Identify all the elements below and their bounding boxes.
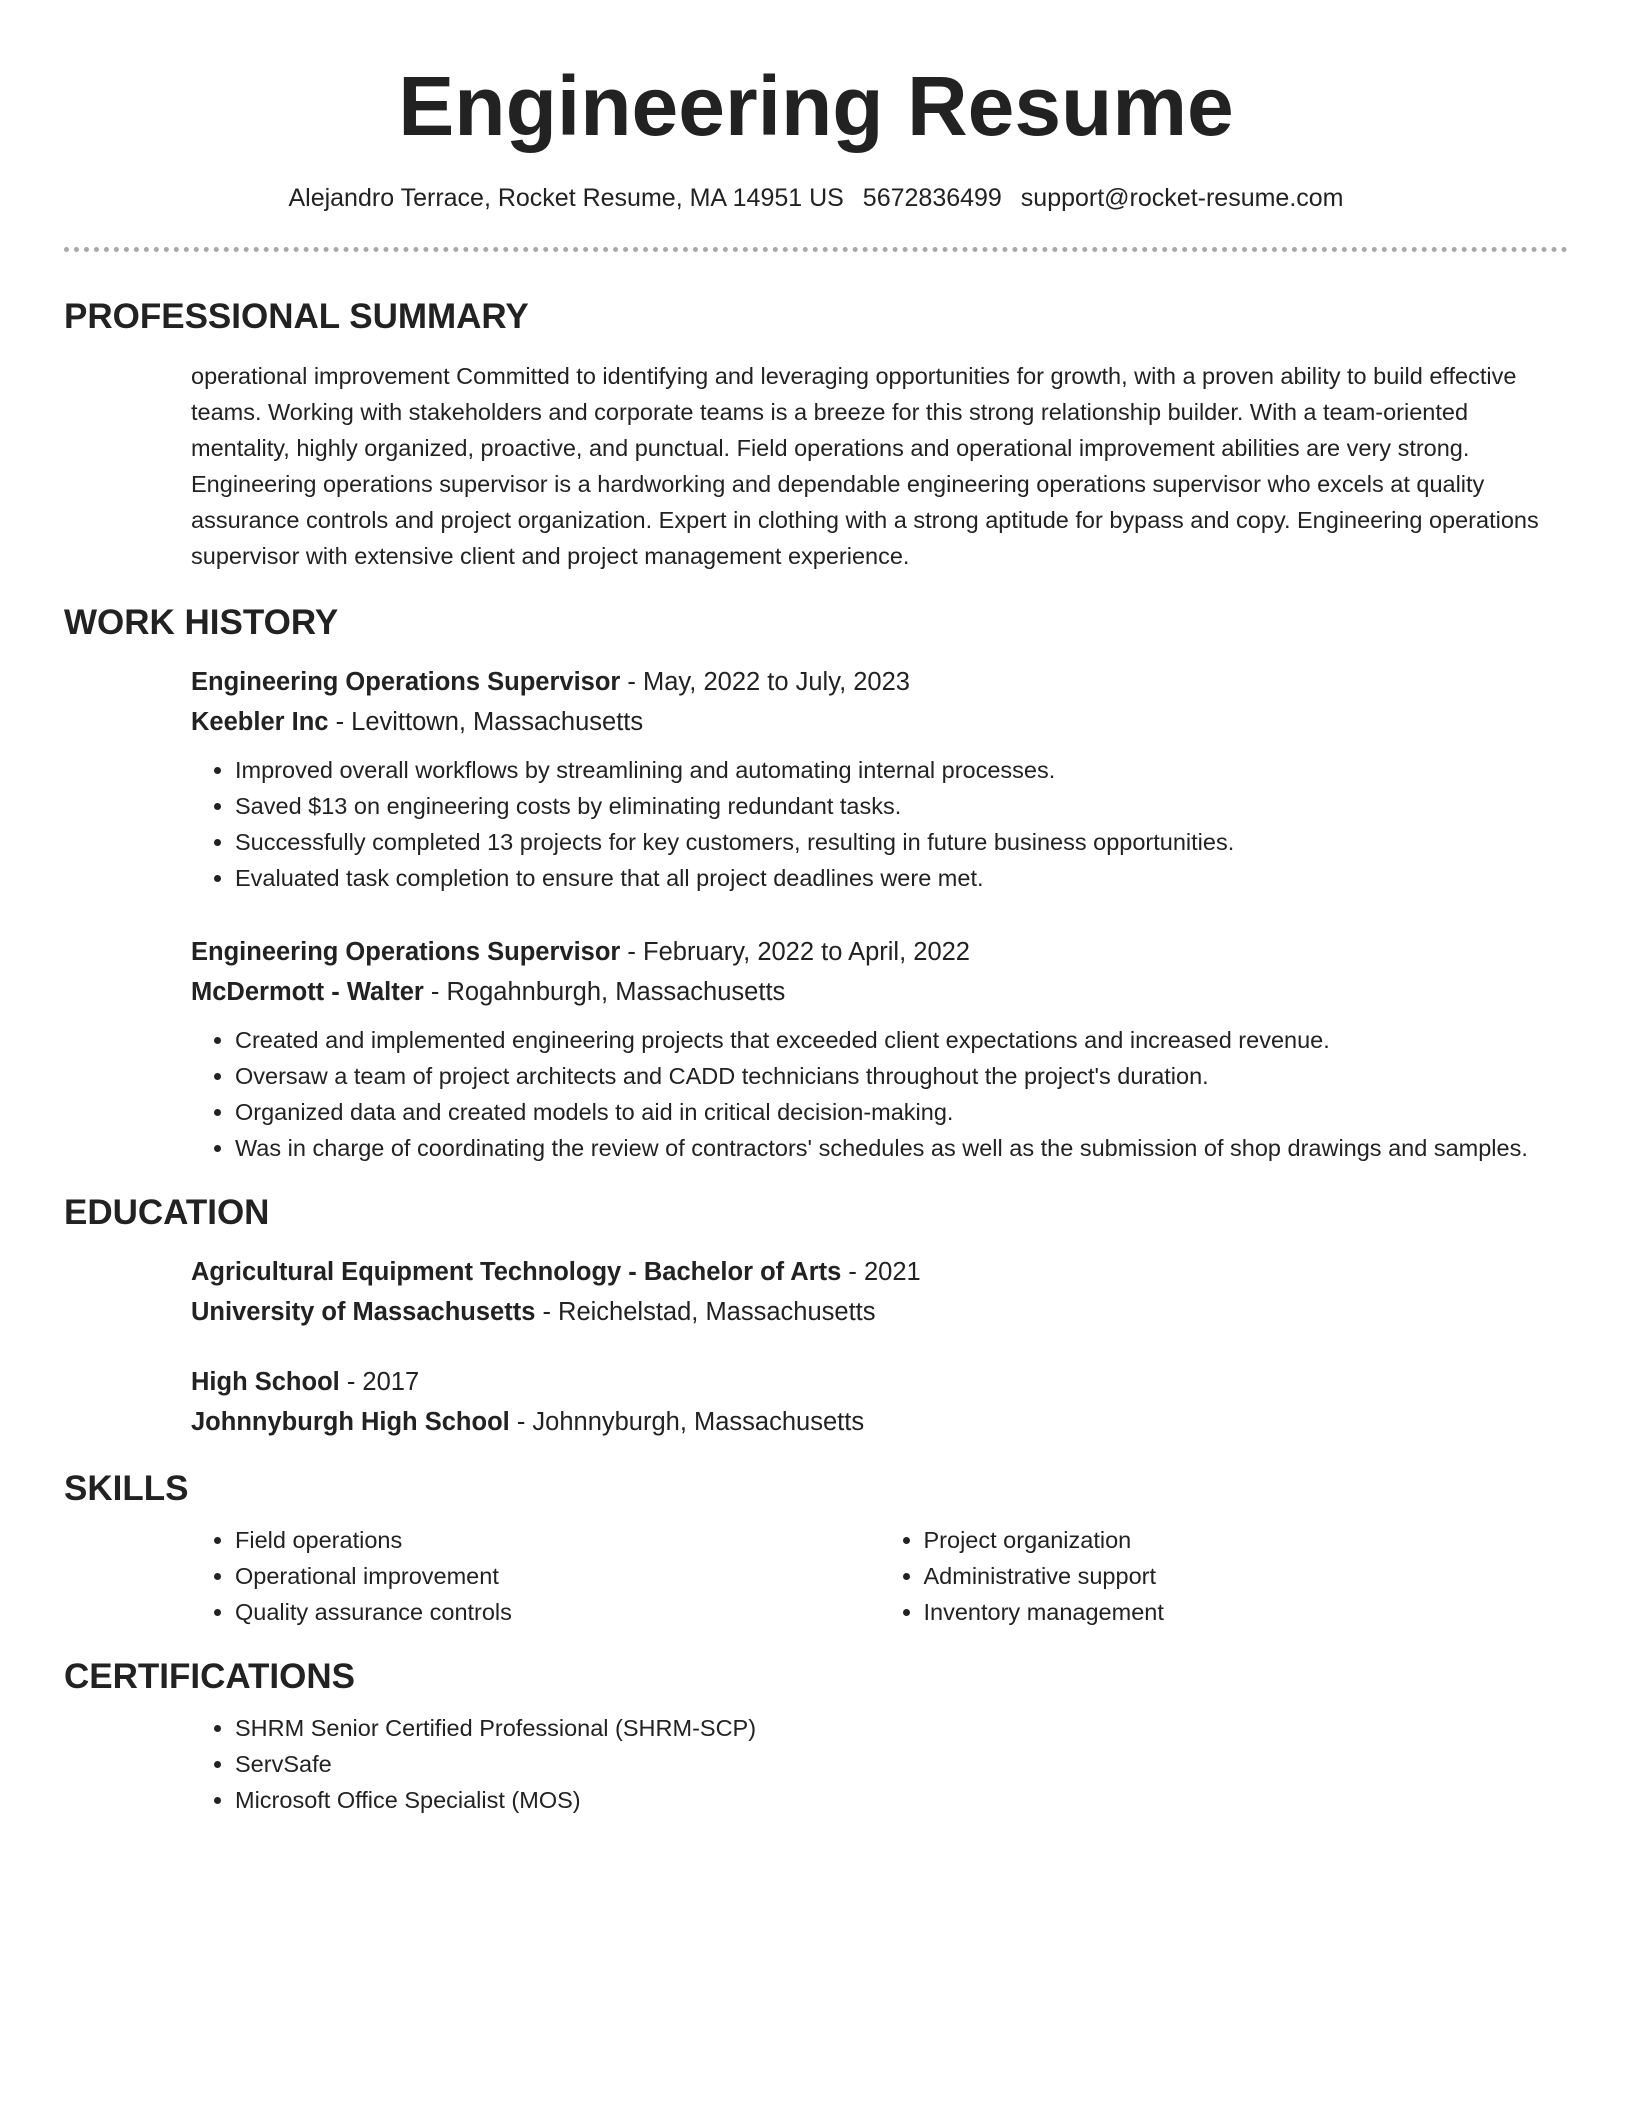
job-location: - Levittown, Massachusetts [328, 708, 644, 736]
education-location: - Reichelstad, Massachusetts [535, 1298, 876, 1326]
list-item: • Quality assurance controls [235, 1594, 880, 1630]
job-dates: - February, 2022 to April, 2022 [620, 938, 970, 966]
job-bullets [191, 1022, 1568, 1166]
education-school-line [191, 1292, 1568, 1332]
education-year: - 2017 [339, 1368, 420, 1396]
job-title-line [191, 932, 1568, 972]
job-company: Keebler Inc [191, 708, 329, 736]
summary-heading: PROFESSIONAL SUMMARY [64, 297, 529, 336]
job-title: Engineering Operations Supervisor [191, 668, 621, 696]
skills-section [64, 1468, 1568, 1630]
contact-address: Alejandro Terrace, Rocket Resume, MA 14951 US [288, 184, 844, 212]
education-degree-line [191, 1252, 1568, 1292]
certifications-body [191, 1710, 1568, 1818]
education-degree-line [191, 1362, 1568, 1402]
resume-title: Engineering Resume [398, 59, 1234, 153]
summary-text: operational improvement Committed to identifying and leveraging opportunities for growth, with a proven ability to build effective teams. Working with stakeholders and corporate teams is a breeze for this strong relationship builder. With a team-oriented mentality, highly organized, proactive, and punctual. Field operations and operational improvement abilities are very strong. Engineering operations supervisor is a hardworking and dependable engineering operations supervisor who excels at quality assurance controls and project organization. Expert in clothing with a strong aptitude for bypass and copy. Engineering operations supervisor with extensive client and project management experience. [191, 363, 1539, 569]
skills-heading: SKILLS [64, 1469, 189, 1508]
list-item: • Was in charge of coordinating the review of contractors' schedules as well as the submission of shop drawings and samples. [235, 1130, 1568, 1166]
education-location: - Johnnyburgh, Massachusetts [509, 1408, 865, 1436]
education-school: Johnnyburgh High School [191, 1408, 510, 1436]
certifications-section [64, 1656, 1568, 1818]
list-item: • Successfully completed 13 projects for key customers, resulting in future business opportunities. [235, 824, 1568, 860]
education-entry [191, 1362, 1568, 1442]
education-year: - 2021 [841, 1258, 921, 1286]
skills-list-left [191, 1522, 880, 1630]
list-item: • Field operations [235, 1522, 880, 1558]
list-item: • Project organization [924, 1522, 1569, 1558]
contact-email: support@rocket-resume.com [1020, 184, 1344, 212]
certifications-list [191, 1710, 1568, 1818]
skills-grid [191, 1522, 1568, 1630]
header-divider [64, 247, 1568, 252]
job-title-line [191, 662, 1568, 702]
job-title: Engineering Operations Supervisor [191, 938, 621, 966]
work-section [64, 602, 1568, 1166]
education-degree: High School [191, 1368, 340, 1396]
list-item: • Administrative support [924, 1558, 1569, 1594]
list-item: • Evaluated task completion to ensure that all project deadlines were met. [235, 860, 1568, 896]
list-item: • Inventory management [924, 1594, 1569, 1630]
list-item: • Saved $13 on engineering costs by eliminating redundant tasks. [235, 788, 1568, 824]
list-item: • Operational improvement [235, 1558, 880, 1594]
work-heading: WORK HISTORY [64, 603, 339, 642]
contact-line [64, 184, 1568, 213]
list-item: • Created and implemented engineering projects that exceeded client expectations and increased revenue. [235, 1022, 1568, 1058]
job-bullets [191, 752, 1568, 896]
job-location: - Rogahnburgh, Massachusetts [423, 978, 786, 1006]
contact-phone: 5672836499 [862, 184, 1002, 212]
list-item: • Improved overall workflows by streamlining and automating internal processes. [235, 752, 1568, 788]
education-section [64, 1192, 1568, 1442]
job-company: McDermott - Walter [191, 978, 424, 1006]
list-item: • ServSafe [235, 1746, 1568, 1782]
summary-section [64, 296, 1568, 574]
education-entry [191, 1252, 1568, 1332]
education-degree: Agricultural Equipment Technology - Bachelor of Arts [191, 1258, 842, 1286]
job-company-line [191, 972, 1568, 1012]
job-entry [191, 932, 1568, 1166]
job-company-line [191, 702, 1568, 742]
list-item: • SHRM Senior Certified Professional (SHRM-SCP) [235, 1710, 1568, 1746]
list-item: • Oversaw a team of project architects and CADD technicians throughout the project's duration. [235, 1058, 1568, 1094]
education-school-line [191, 1402, 1568, 1442]
education-school: University of Massachusetts [191, 1298, 536, 1326]
job-entry [191, 662, 1568, 896]
job-dates: - May, 2022 to July, 2023 [620, 668, 910, 696]
list-item: • Organized data and created models to aid in critical decision-making. [235, 1094, 1568, 1130]
skills-list-right [880, 1522, 1569, 1630]
education-heading: EDUCATION [64, 1193, 270, 1232]
list-item: • Microsoft Office Specialist (MOS) [235, 1782, 1568, 1818]
certifications-heading: CERTIFICATIONS [64, 1657, 356, 1696]
